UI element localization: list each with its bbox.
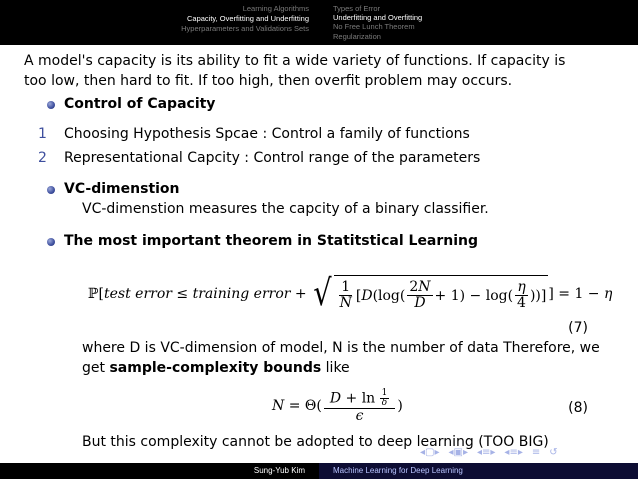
equation-number: (7) [568,320,588,336]
intro-line: A model's capacity is its ability to fit a wide variety of functions. If capacity is [24,53,566,69]
subsection-link-no-free-lunch[interactable]: No Free Lunch Theorem [333,22,415,32]
subsection-link-regularization[interactable]: Regularization [333,31,381,41]
bullet-icon [47,238,55,246]
footer-title: Machine Learning for Deep Learning [319,463,638,479]
bullet-icon [47,101,55,109]
nav-section-icon[interactable]: ◂≡▸ [477,447,496,458]
enum-number: 1 [38,126,47,142]
enum-item [38,126,470,142]
vc-dimension-description: VC-dimenstion measures the capcity of a binary classifier. [82,201,489,217]
intro-paragraph [24,51,624,91]
subsection-link-types-of-error[interactable]: Types of Error [333,4,381,13]
where-line: where D is VC-dimension of model, N is the number of data Therefore, we [82,340,600,356]
equation-sample-complexity: N = Θ( D + ln $\frac{1}{\delta}$ ϵ ) [272,387,403,424]
conclusion-line: But this complexity cannot be adopted to deep learning (TOO BIG) [82,434,549,450]
subsection-link-underfitting[interactable]: Underfitting and Overfitting [333,13,423,23]
sample-complexity-term: sample-complexity bounds [109,360,322,376]
nav-subsection-icon[interactable]: ◂▣▸ [448,447,468,458]
nav-appendix-icon[interactable]: ◂≡▸ [504,447,523,458]
intro-line: too low, then hard to fit. If too high, then overfit problem may occurs. [24,73,513,89]
slide-footer [0,463,638,479]
enum-number: 2 [38,150,47,166]
sqrt-expression: √ $\frac{1}{N}$ [D(log( $\frac{2N}{D}$ + 1) − log( $\frac{\eta}{4}$ ))] [312,273,547,314]
equation-generalization-bound: ℙ[test error ≤ training error + √ $\frac{1}{N}$ [D(log( $\frac{2N}{D}$ + 1) − log( $\frac{\eta}{4}$ ))] ] = 1 − η [88,273,613,314]
nav-frame-prev-icon[interactable]: ◂▢▸ [420,447,440,458]
section-link-learning-algorithms[interactable]: Learning Algorithms [242,4,309,13]
bullet-label: VC-dimenstion [64,181,180,197]
equation-number: (8) [568,400,588,416]
enum-text: Choosing Hypothesis Spcae : Control a family of functions [64,126,470,142]
slide-header [0,0,638,45]
bullet-vc-dimension [64,181,180,197]
enum-item [38,150,481,166]
bullet-label: The most important theorem in Statitstical Learning [64,233,479,249]
where-line: get sample-complexity bounds like [82,360,350,376]
bullet-control-of-capacity [64,96,215,112]
section-link-capacity[interactable]: Capacity, Overfitting and Underfitting [186,14,309,23]
bullet-icon [47,186,55,194]
subsection-nav [319,0,638,45]
section-link-hyperparameters[interactable]: Hyperparameters and Validations Sets [181,24,309,33]
section-nav [0,0,319,45]
beamer-nav-controls [420,447,558,458]
bullet-theorem [64,233,478,249]
bullet-label: Control of Capacity [64,96,216,112]
nav-search-icon[interactable]: ↺ [549,447,558,458]
footer-author: Sung-Yub Kim [0,463,319,479]
where-paragraph [82,338,602,378]
enum-text: Representational Capcity : Control range of the parameters [64,150,481,166]
nav-align-icon[interactable]: ≡ [531,447,541,458]
